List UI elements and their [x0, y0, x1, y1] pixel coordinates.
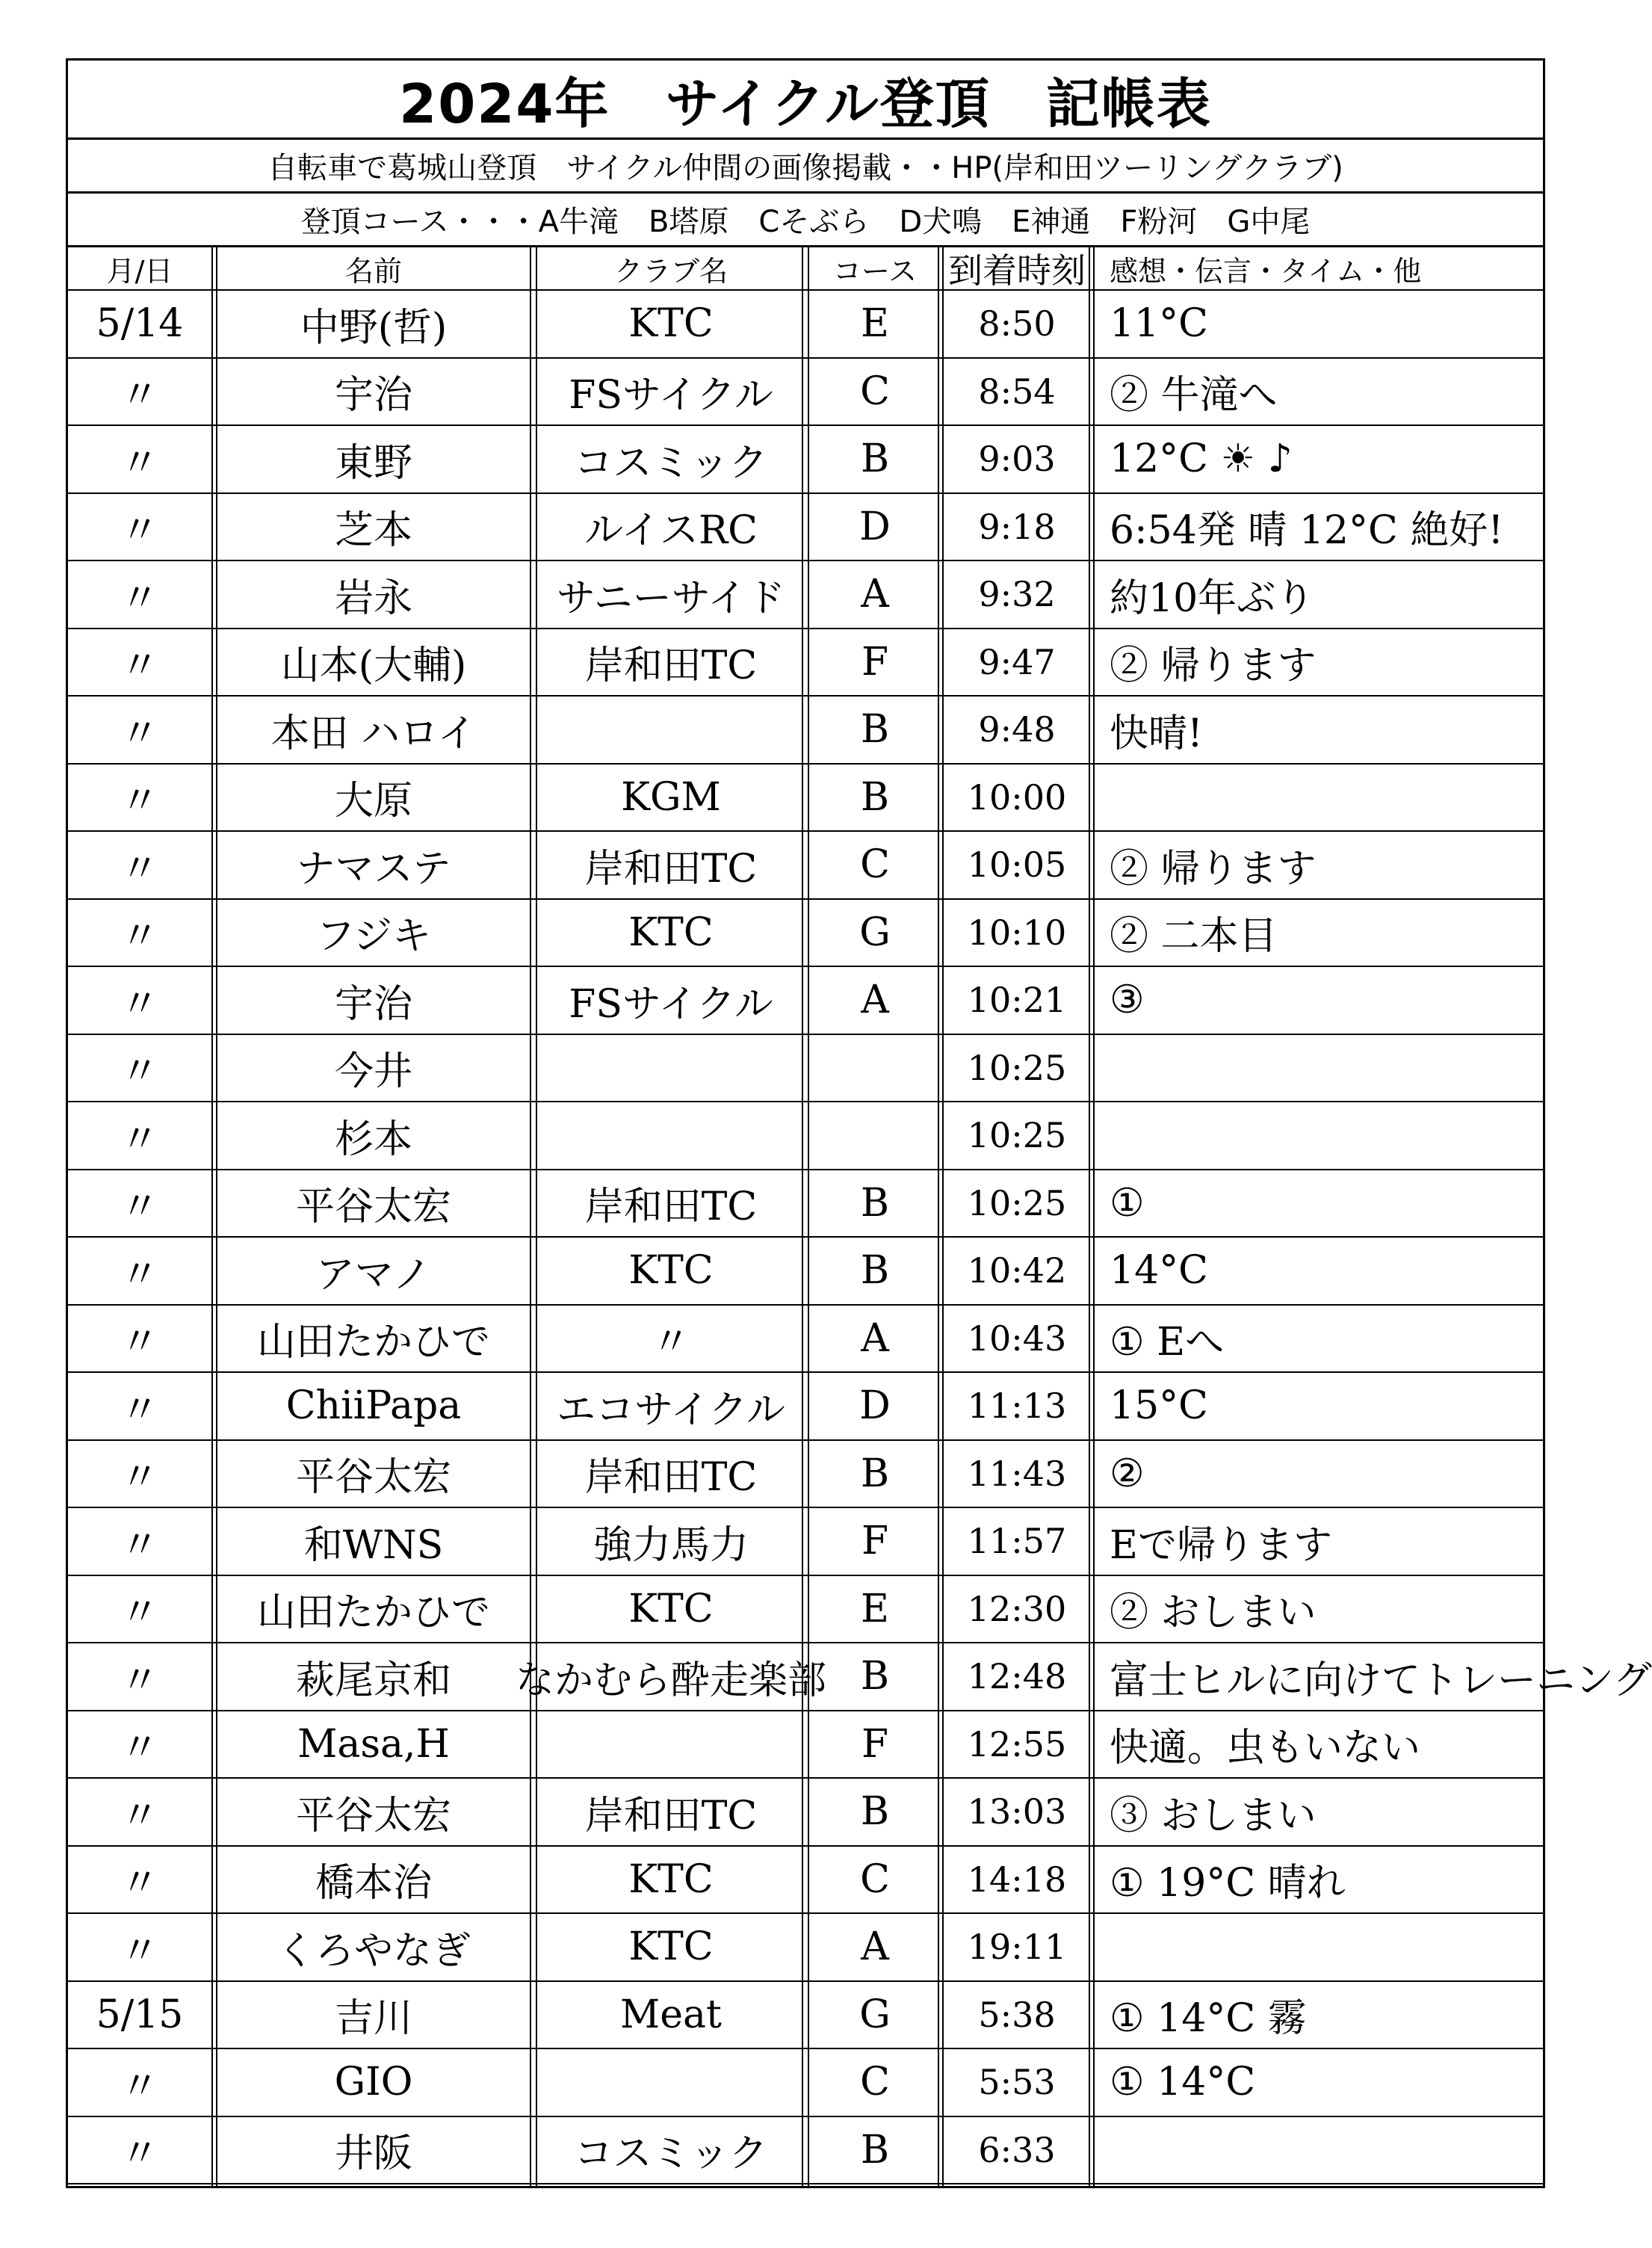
time-cell: 14:18	[967, 1859, 1067, 1900]
time-cell: 10:05	[967, 844, 1067, 886]
club-cell: 岸和田TC	[584, 643, 758, 689]
club-cell: FSサイクル	[569, 981, 773, 1027]
table-row	[68, 1711, 1543, 1779]
name-cell: 中野(哲)	[300, 305, 448, 351]
time-cell: 10:25	[967, 1047, 1067, 1088]
course-cell: G	[859, 910, 891, 955]
table-row	[68, 900, 1543, 968]
column-header: 月/日	[106, 254, 173, 288]
course-cell: A	[861, 1315, 889, 1361]
date-cell: 〃	[120, 1252, 159, 1297]
time-cell: 12:55	[967, 1723, 1067, 1764]
course-cell: C	[860, 842, 890, 888]
table-row	[68, 1306, 1543, 1374]
table-row	[68, 1982, 1543, 2050]
column-header: 名前	[344, 254, 402, 288]
time-cell: 9:48	[978, 709, 1056, 750]
name-cell: 平谷太宏	[295, 1793, 451, 1838]
date-cell: 〃	[120, 575, 159, 621]
note-cell	[1098, 2117, 1543, 2184]
club-cell: 岸和田TC	[584, 846, 758, 892]
course-cell: F	[861, 1721, 889, 1767]
club-cell: 〃	[651, 1320, 690, 1365]
table-row	[68, 967, 1543, 1035]
time-cell: 12:30	[967, 1588, 1067, 1629]
course-cell: B	[860, 436, 890, 482]
name-cell: 本田 ハロイ	[270, 711, 477, 756]
date-cell: 〃	[120, 914, 159, 960]
date-cell: 〃	[120, 1522, 159, 1568]
date-cell: 〃	[120, 1861, 159, 1906]
course-cell: B	[860, 1451, 890, 1496]
note-cell: ① 19°C 晴れ	[1110, 1861, 1346, 1906]
date-cell: 〃	[120, 1928, 159, 1974]
time-cell: 10:21	[967, 980, 1067, 1021]
course-cell: A	[861, 1924, 889, 1970]
date-cell: 〃	[120, 643, 159, 689]
column-divider	[211, 247, 213, 2186]
note-cell: ③	[1110, 978, 1145, 1023]
club-cell: KGM	[621, 774, 721, 820]
page-title: 2024年 サイクル登頂 記帳表	[68, 61, 1543, 140]
time-cell: 8:50	[978, 303, 1056, 345]
date-cell: 〃	[120, 1049, 159, 1095]
time-cell: 9:32	[978, 574, 1056, 615]
date-cell: 〃	[120, 508, 159, 554]
note-cell: ② おしまい	[1110, 1590, 1317, 1636]
course-cell: F	[861, 639, 889, 685]
date-cell: 〃	[120, 1726, 159, 1771]
club-cell: 岸和田TC	[584, 1455, 758, 1501]
table-row	[68, 494, 1543, 562]
table-row	[68, 1035, 1543, 1103]
table-row	[68, 765, 1543, 833]
time-cell: 10:10	[967, 912, 1067, 953]
date-cell: 〃	[120, 846, 159, 892]
club-cell: KTC	[628, 1924, 714, 1970]
date-cell: 〃	[120, 373, 159, 419]
table-row	[68, 291, 1543, 359]
table-row	[68, 1238, 1543, 1306]
table-row	[68, 2117, 1543, 2185]
club-cell	[540, 1711, 802, 1778]
date-cell: 〃	[120, 2131, 159, 2177]
date-cell: 5/15	[96, 1992, 184, 2037]
note-cell: 約10年ぶり	[1110, 575, 1315, 621]
course-cell: A	[861, 978, 889, 1023]
name-cell: 山田たかひで	[256, 1320, 490, 1365]
club-cell: ルイスRC	[584, 508, 758, 554]
date-cell: 〃	[120, 1590, 159, 1636]
note-cell: 快適。虫もいない	[1110, 1726, 1421, 1771]
club-cell: サニーサイド	[556, 575, 786, 621]
table-row	[68, 1576, 1543, 1644]
club-cell: KTC	[628, 1856, 714, 1902]
logbook-sheet	[66, 58, 1652, 2188]
time-cell: 19:11	[967, 1927, 1067, 1968]
table-row	[68, 1170, 1543, 1238]
column-divider	[530, 247, 531, 2186]
table-row	[68, 2049, 1543, 2117]
name-cell: Masa,H	[297, 1721, 450, 1767]
course-cell: E	[861, 1586, 889, 1631]
time-cell: 11:57	[967, 1521, 1067, 1562]
note-cell	[1098, 1035, 1543, 1102]
time-cell: 9:18	[978, 506, 1056, 547]
club-cell: FSサイクル	[569, 373, 773, 419]
name-cell: 今井	[334, 1049, 412, 1095]
course-legend: 登頂コース・・・A牛滝 B塔原 Cそぶら D犬鳴 E神通 F粉河 G中尾	[68, 194, 1543, 247]
course-cell: D	[859, 504, 891, 549]
column-header: 感想・伝言・タイム・他	[1110, 254, 1422, 288]
note-cell: ③ おしまい	[1110, 1793, 1317, 1838]
course-cell: F	[861, 1519, 889, 1564]
note-cell: ① 14°C	[1110, 2060, 1256, 2105]
time-cell: 6:33	[978, 2129, 1056, 2170]
name-cell: 山田たかひで	[256, 1590, 490, 1636]
time-cell: 10:25	[967, 1182, 1067, 1223]
name-cell: 宇治	[334, 981, 412, 1027]
name-cell: 大原	[334, 779, 412, 824]
time-cell: 13:03	[967, 1791, 1067, 1832]
column-divider	[1093, 247, 1095, 2186]
date-cell: 〃	[120, 1658, 159, 1703]
course-cell: E	[861, 301, 889, 347]
club-cell	[540, 697, 802, 763]
name-cell: ナマステ	[296, 846, 451, 892]
course-cell: A	[861, 572, 889, 617]
note-cell: 富士ヒルに向けてトレーニング	[1110, 1658, 1652, 1703]
date-cell: 〃	[120, 1387, 159, 1433]
column-header: コース	[832, 254, 918, 288]
course-cell: C	[860, 2060, 890, 2105]
course-cell: B	[860, 1180, 890, 1226]
table-row	[68, 832, 1543, 900]
date-cell: 〃	[120, 981, 159, 1027]
time-cell: 11:43	[967, 1453, 1067, 1494]
column-divider	[216, 247, 217, 2186]
course-cell: B	[860, 2127, 890, 2173]
name-cell: 井阪	[334, 2131, 412, 2177]
name-cell: 橋本治	[315, 1861, 432, 1906]
name-cell: フジキ	[316, 914, 431, 960]
time-cell: 5:53	[978, 2062, 1056, 2103]
club-cell	[540, 1035, 802, 1102]
club-cell: KTC	[628, 1586, 714, 1631]
date-cell: 〃	[120, 1320, 159, 1365]
name-cell: ChiiPapa	[285, 1383, 462, 1429]
time-cell: 10:25	[967, 1115, 1067, 1156]
time-cell: 8:54	[978, 371, 1056, 412]
column-divider	[808, 247, 809, 2186]
note-cell: ① 14°C 霧	[1110, 1996, 1307, 2042]
course-cell: B	[860, 707, 890, 753]
table-row	[68, 1643, 1652, 1711]
note-cell	[1098, 1102, 1543, 1169]
name-cell: 東野	[334, 440, 412, 486]
note-cell	[1098, 1914, 1543, 1980]
club-cell: 岸和田TC	[584, 1793, 758, 1838]
column-divider	[1089, 247, 1090, 2186]
time-cell: 5:38	[978, 1994, 1056, 2035]
club-cell: エコサイクル	[557, 1387, 785, 1433]
time-cell: 10:42	[967, 1250, 1067, 1291]
course-cell: B	[860, 1248, 890, 1294]
note-cell: 15°C	[1110, 1383, 1208, 1429]
date-cell: 〃	[120, 440, 159, 486]
note-cell	[1098, 765, 1543, 831]
table-row	[68, 1779, 1543, 1847]
table-row	[68, 1914, 1543, 1982]
column-header-row	[68, 247, 1543, 291]
name-cell: 岩永	[334, 575, 412, 621]
club-cell	[540, 2049, 802, 2116]
club-cell	[540, 1102, 802, 1169]
note-cell: ② 帰ります	[1110, 846, 1317, 892]
name-cell: 山本(大輔)	[280, 643, 467, 689]
time-cell: 9:03	[978, 439, 1056, 480]
club-cell: コスミック	[574, 2131, 768, 2177]
club-cell: コスミック	[574, 440, 768, 486]
note-cell: 6:54発 晴 12°C 絶好!	[1110, 508, 1504, 554]
note-cell: ② 帰ります	[1110, 643, 1317, 689]
name-cell: 平谷太宏	[295, 1185, 451, 1230]
page-subtitle: 自転車で葛城山登頂 サイクル仲間の画像掲載・・HP(岸和田ツーリングクラブ)	[68, 140, 1543, 194]
course-cell: D	[859, 1383, 891, 1429]
course-cell: C	[860, 1856, 890, 1902]
table-row	[68, 697, 1543, 765]
name-cell: 杉本	[334, 1117, 412, 1162]
date-cell: 5/14	[96, 301, 184, 347]
date-cell: 〃	[120, 779, 159, 824]
course-cell	[812, 1035, 938, 1102]
table-row	[68, 359, 1543, 427]
column-divider	[536, 247, 537, 2186]
date-cell: 〃	[120, 1793, 159, 1838]
course-cell: B	[860, 774, 890, 820]
name-cell: くろやなぎ	[276, 1928, 471, 1974]
note-cell: 14°C	[1110, 1248, 1208, 1294]
course-cell	[812, 1102, 938, 1169]
time-cell: 12:48	[967, 1656, 1067, 1697]
name-cell: 芝本	[334, 508, 412, 554]
table-row	[68, 561, 1543, 629]
note-cell: 11°C	[1110, 301, 1208, 347]
club-cell: 強力馬力	[593, 1522, 749, 1568]
note-cell: 12°C ☀ ♪	[1110, 436, 1293, 482]
date-cell: 〃	[120, 1185, 159, 1230]
note-cell: ② 牛滝へ	[1110, 373, 1278, 419]
name-cell: 平谷太宏	[295, 1455, 451, 1501]
course-cell: B	[860, 1789, 890, 1835]
club-cell: Meat	[620, 1992, 722, 2037]
club-cell: なかむら酔走楽部	[516, 1658, 827, 1703]
table-row	[68, 1508, 1543, 1576]
note-cell: ② 二本目	[1110, 914, 1278, 960]
date-cell: 〃	[120, 1117, 159, 1162]
date-cell: 〃	[120, 1455, 159, 1501]
note-cell: 快晴!	[1110, 711, 1203, 756]
column-header: 到着時刻	[948, 250, 1086, 291]
note-cell: ① Eへ	[1110, 1320, 1225, 1365]
column-divider	[942, 247, 944, 2186]
column-divider	[802, 247, 803, 2186]
name-cell: 和WNS	[303, 1522, 444, 1568]
name-cell: 吉川	[334, 1996, 412, 2042]
club-cell: KTC	[628, 1248, 714, 1294]
club-cell: KTC	[628, 910, 714, 955]
course-cell: B	[860, 1654, 890, 1699]
name-cell: GIO	[334, 2060, 413, 2105]
club-cell: KTC	[628, 301, 714, 347]
course-cell: G	[859, 1992, 891, 2037]
time-cell: 11:13	[967, 1386, 1067, 1427]
name-cell: 萩尾京和	[295, 1658, 451, 1703]
table-row	[68, 1847, 1543, 1915]
club-cell: 岸和田TC	[584, 1185, 758, 1230]
time-cell: 9:47	[978, 641, 1056, 682]
name-cell: アマノ	[315, 1252, 432, 1297]
note-cell: ①	[1110, 1180, 1145, 1226]
course-cell: C	[860, 368, 890, 414]
time-cell: 10:43	[967, 1318, 1067, 1359]
table-row	[68, 1441, 1543, 1509]
note-cell: ②	[1110, 1451, 1145, 1496]
date-cell: 〃	[120, 2063, 159, 2109]
date-cell: 〃	[120, 711, 159, 756]
time-cell: 10:00	[967, 776, 1067, 818]
column-divider	[938, 247, 939, 2186]
column-header: クラブ名	[613, 254, 728, 288]
table-row	[68, 629, 1543, 697]
table-row	[68, 1102, 1543, 1170]
name-cell: 宇治	[334, 373, 412, 419]
note-cell: Eで帰ります	[1110, 1522, 1332, 1568]
table-row	[68, 1373, 1543, 1441]
table-row	[68, 426, 1543, 494]
